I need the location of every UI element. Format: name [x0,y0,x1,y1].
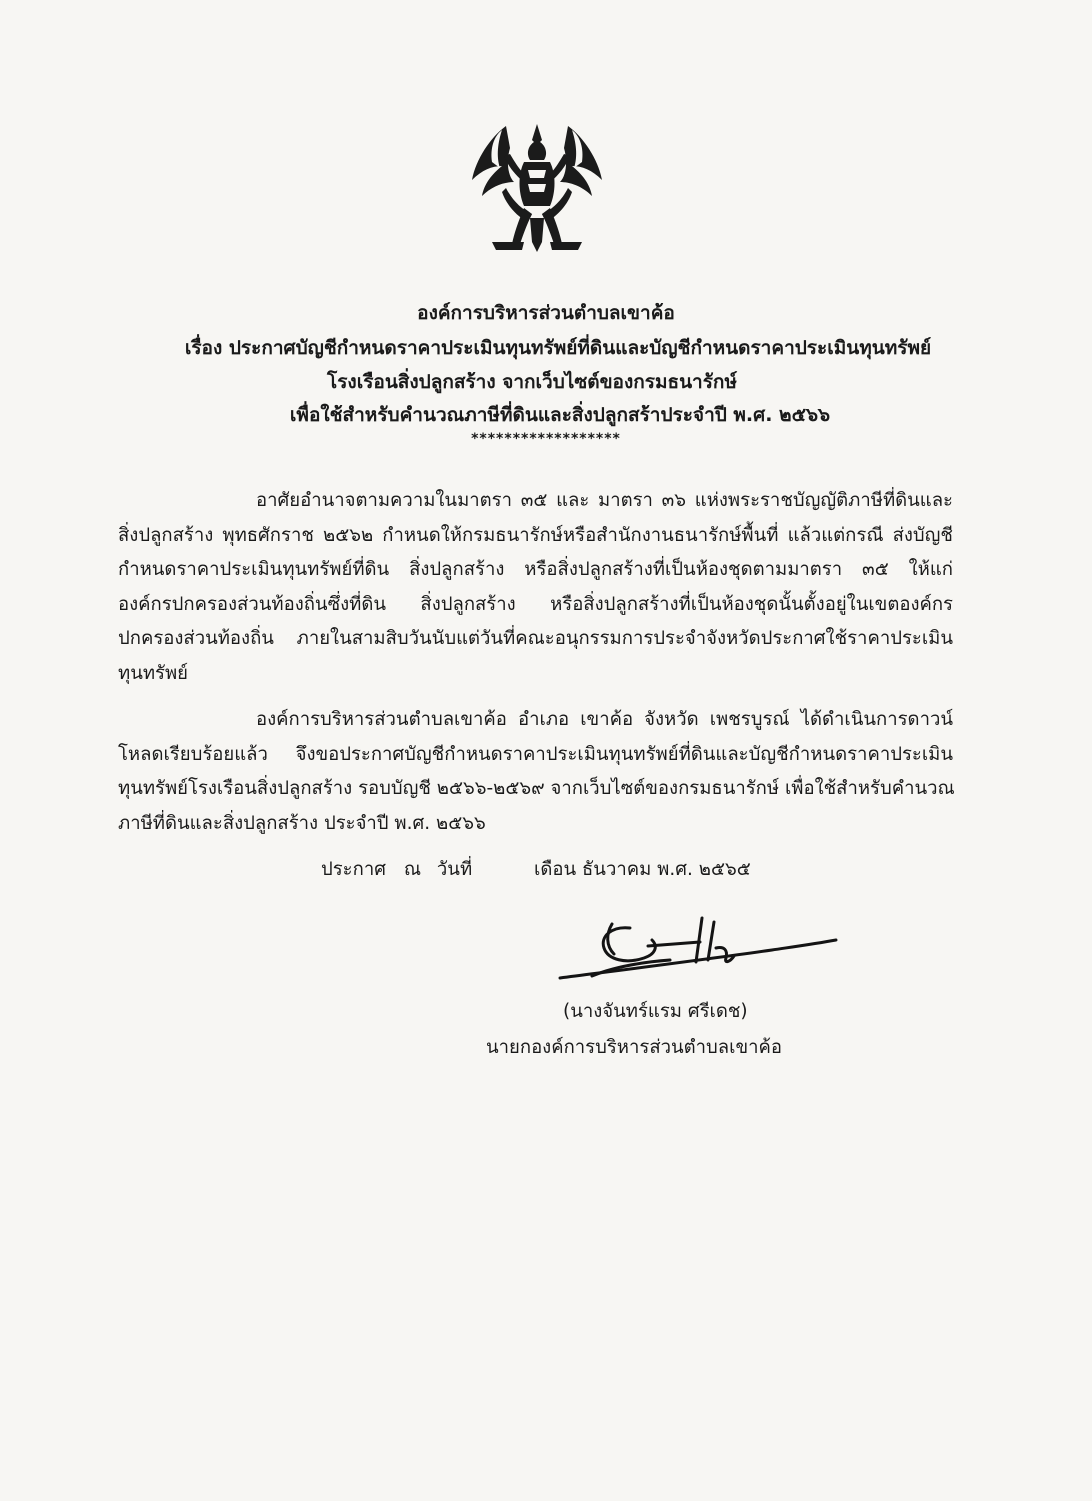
garuda-emblem-icon [462,118,612,263]
heading-separator: ****************** [471,431,621,447]
paragraph-line: สิ่งปลูกสร้าง พุทธศักราช ๒๕๖๒ กำหนดให้กรมธนารักษ์หรือสำนักงานธนารักษ์พื้นที่ แล้วแต่กรณี ส่งบัญชี [118,524,953,546]
paragraph-line: ทุนทรัพย์โรงเรือนสิ่งปลูกสร้าง รอบบัญชี ๒๕๖๖-๒๕๖๙ จากเว็บไซต์ของกรมธนารักษ์ เพื่อใช้สำหรับคำนวณ [118,778,955,799]
announcement-prefix: ประกาศ [321,859,386,880]
handwritten-signature [552,906,842,986]
paragraph-line: โหลดเรียบร้อยแล้ว จึงขอประกาศบัญชีกำหนดราคาประเมินทุนทรัพย์ที่ดินและบัญชีกำหนดราคาประเมิน [118,743,953,765]
paragraph-line: อาศัยอำนาจตามความในมาตรา ๓๕ และ มาตรา ๓๖ แห่งพระราชบัญญัติภาษีที่ดินและ [256,490,953,511]
paragraph-line: องค์กรปกครองส่วนท้องถิ่นซึ่งที่ดิน สิ่งปลูกสร้าง หรือสิ่งปลูกสร้างที่เป็นห้องชุดนั้นตั้งอยู่ในเขตองค์กร [118,593,953,615]
subject-line-3: เพื่อใช้สำหรับคำนวณภาษีที่ดินและสิ่งปลูกสร้าประจำปี พ.ศ. ๒๕๖๖ [289,404,831,426]
paragraph-line: กำหนดราคาประเมินทุนทรัพย์ที่ดิน สิ่งปลูกสร้าง หรือสิ่งปลูกสร้างที่เป็นห้องชุดตามมาตรา ๓๕ ให้แก่ [118,559,953,580]
announcement-at: ณ [403,859,422,880]
paragraph-authority [118,484,953,691]
signer-position: นายกองค์การบริหารส่วนตำบลเขาค้อ [486,1037,782,1058]
announcement-day-label: วันที่ [436,859,473,880]
announcement-month-year: เดือน ธันวาคม พ.ศ. ๒๕๖๕ [534,859,751,880]
paragraph-line: ปกครองส่วนท้องถิ่น ภายในสามสิบวันนับแต่วันที่คณะอนุกรรมการประจำจังหวัดประกาศใช้ราคาประเมิน [118,628,953,649]
paragraph-line: องค์การบริหารส่วนตำบลเขาค้อ อำเภอ เขาค้อ จังหวัด เพชรบูรณ์ ได้ดำเนินการดาวน์ [256,709,953,730]
subject-line-2: โรงเรือนสิ่งปลูกสร้าง จากเว็บไซต์ของกรมธนารักษ์ [327,371,737,393]
subject-line-1: เรื่อง ประกาศบัญชีกำหนดราคาประเมินทุนทรัพย์ที่ดินและบัญชีกำหนดราคาประเมินทุนทรัพย์ [184,337,932,359]
paragraph-announcement [118,703,953,841]
announcement-date-line [321,856,751,884]
signer-name: (นางจันทร์แรม ศรีเดช) [563,1001,748,1022]
organization-title: องค์การบริหารส่วนตำบลเขาค้อ [417,302,675,324]
paragraph-line: ภาษีที่ดินและสิ่งปลูกสร้าง ประจำปี พ.ศ. ๒๕๖๖ [118,812,486,834]
paragraph-line: ทุนทรัพย์ [118,662,189,684]
